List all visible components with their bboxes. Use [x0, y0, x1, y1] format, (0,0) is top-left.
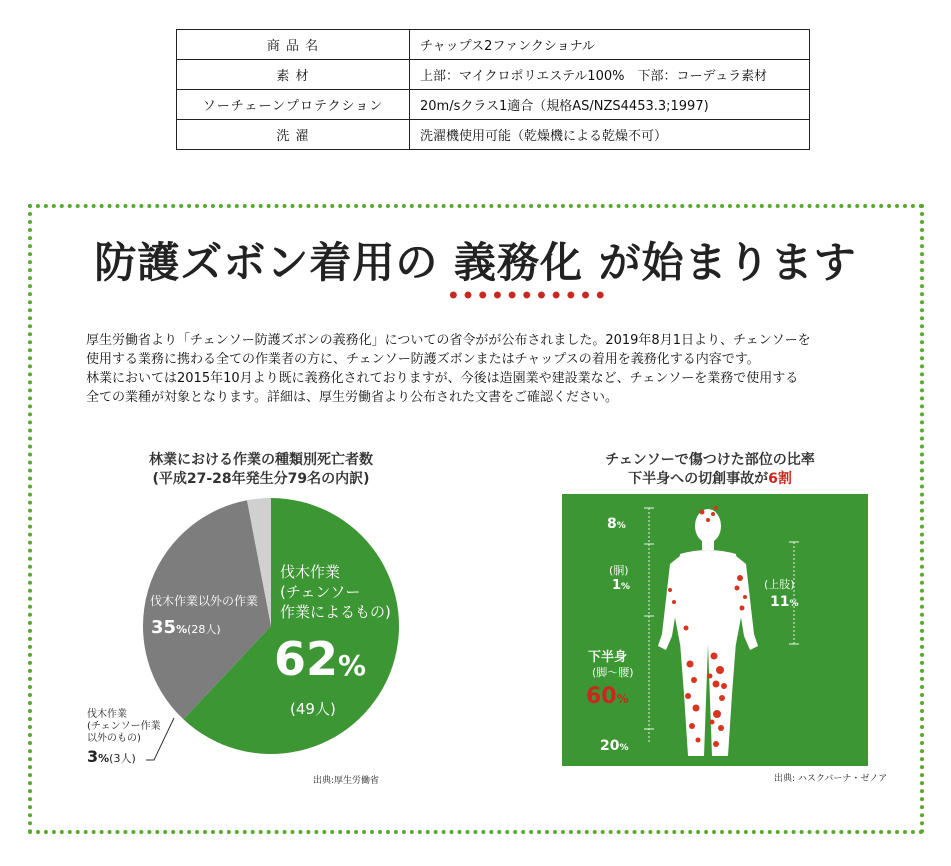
body-chart-title	[540, 451, 880, 489]
intro-line: 厚生労働省より「チェンソー防護ズボンの義務化」についての省令がが公布されました。2019年8月1日より、チェンソーを	[86, 333, 811, 348]
body-chart-panel	[562, 494, 868, 766]
pie-label-main	[280, 562, 391, 622]
table-row	[177, 90, 810, 120]
label-lower-body: 下半身	[588, 650, 628, 665]
slice-count: (49人)	[290, 700, 336, 718]
pct-torso	[612, 578, 630, 593]
part-percent: 60	[586, 684, 617, 709]
part-percent: 8	[607, 516, 617, 532]
percent-sign: %	[176, 623, 188, 636]
slice-line: 伐木作業	[87, 709, 127, 720]
intro-text	[86, 331, 886, 407]
intro-line: 使用する業務に携わる全ての作業者の方に、チェンソー防護ズボンまたはチャップスの着用を義務化する内容です。	[86, 352, 760, 367]
table-row	[177, 30, 810, 60]
table-row	[177, 60, 810, 90]
pct-arm	[770, 594, 799, 610]
spec-label: 洗 濯	[177, 120, 410, 150]
headline	[0, 230, 951, 290]
percent-sign: %	[98, 752, 110, 765]
percent-sign: %	[616, 521, 626, 531]
pie-value-small	[87, 747, 136, 766]
spec-value: 洗濯機使用可能（乾燥機による乾燥不可）	[410, 120, 810, 150]
part-percent: 11	[770, 594, 790, 610]
slice-line: 作業によるもの)	[280, 603, 391, 621]
spec-value: チャップス2ファンクショナル	[410, 30, 810, 60]
label-arm: (上肢)	[764, 578, 795, 591]
human-figure	[658, 509, 758, 756]
slice-line: 伐木作業	[280, 563, 341, 581]
pct-lower-body	[586, 684, 629, 709]
pct-head	[607, 516, 626, 532]
part-percent: 20	[600, 738, 620, 754]
pie-title: 林業における作業の種類別死亡者数	[149, 452, 373, 468]
slice-count: (3人)	[109, 752, 136, 765]
headline-post: が始まります	[583, 238, 857, 287]
pie-value-other	[151, 617, 221, 638]
body-figure	[562, 494, 868, 766]
percent-sign: %	[619, 743, 629, 753]
headline-pre: 防護ズボン着用の	[94, 238, 454, 287]
leader-line	[140, 715, 190, 765]
table-row	[177, 120, 810, 150]
spec-label: 商 品 名	[177, 30, 410, 60]
body-source: 出典: ハスクバーナ・ゼノア	[774, 774, 888, 784]
slice-percent: 3	[87, 747, 99, 766]
slice-line: 以外のもの)	[87, 733, 141, 744]
slice-count: (28人)	[187, 623, 221, 636]
subtitle-emphasis: 6割	[768, 471, 792, 487]
headline-emphasis: 義務化	[453, 238, 583, 287]
percent-sign: %	[338, 649, 367, 682]
body-title: チェンソーで傷つけた部位の比率	[605, 452, 815, 468]
body-subtitle	[540, 470, 880, 489]
spec-value: 20m/sクラス1適合（規格AS/NZS4453.3;1997)	[410, 90, 810, 120]
spec-value: 上部：マイクロポリエステル100% 下部：コーデュラ素材	[410, 60, 810, 90]
pct-foot	[600, 738, 629, 754]
slice-label-other: 伐木作業以外の作業	[150, 594, 259, 608]
percent-sign: %	[621, 582, 631, 592]
spec-table	[176, 29, 810, 150]
pie-subtitle: (平成27-28年発生分79名の内訳)	[152, 471, 370, 487]
emphasis-dots	[446, 291, 608, 299]
slice-line: (チェンソー作業	[87, 721, 161, 732]
spec-label: ソーチェーンプロテクション	[177, 90, 410, 120]
intro-line: 全ての業種が対象となります。詳細は、厚生労働省より公布された文書をご確認ください。	[86, 390, 618, 405]
spec-label: 素 材	[177, 60, 410, 90]
label-torso: (胴)	[609, 564, 629, 577]
slice-line: (チェンソー	[280, 583, 361, 601]
pie-chart-title	[96, 451, 426, 489]
slice-percent: 62	[274, 632, 339, 686]
slice-percent: 35	[151, 617, 177, 638]
pie-source: 出典:厚生労働省	[313, 776, 380, 786]
part-percent: 1	[612, 578, 622, 593]
percent-sign: %	[789, 599, 799, 609]
percent-sign: %	[616, 692, 629, 706]
pie-value-main	[274, 632, 366, 686]
intro-line: 林業においては2015年10月より既に義務化されておりますが、今後は造園業や建設業など、チェンソーを業務で使用する	[86, 371, 799, 386]
label-lower-sub: (脚〜腰)	[592, 666, 634, 679]
subtitle-pre: 下半身への切創事故が	[628, 471, 769, 487]
